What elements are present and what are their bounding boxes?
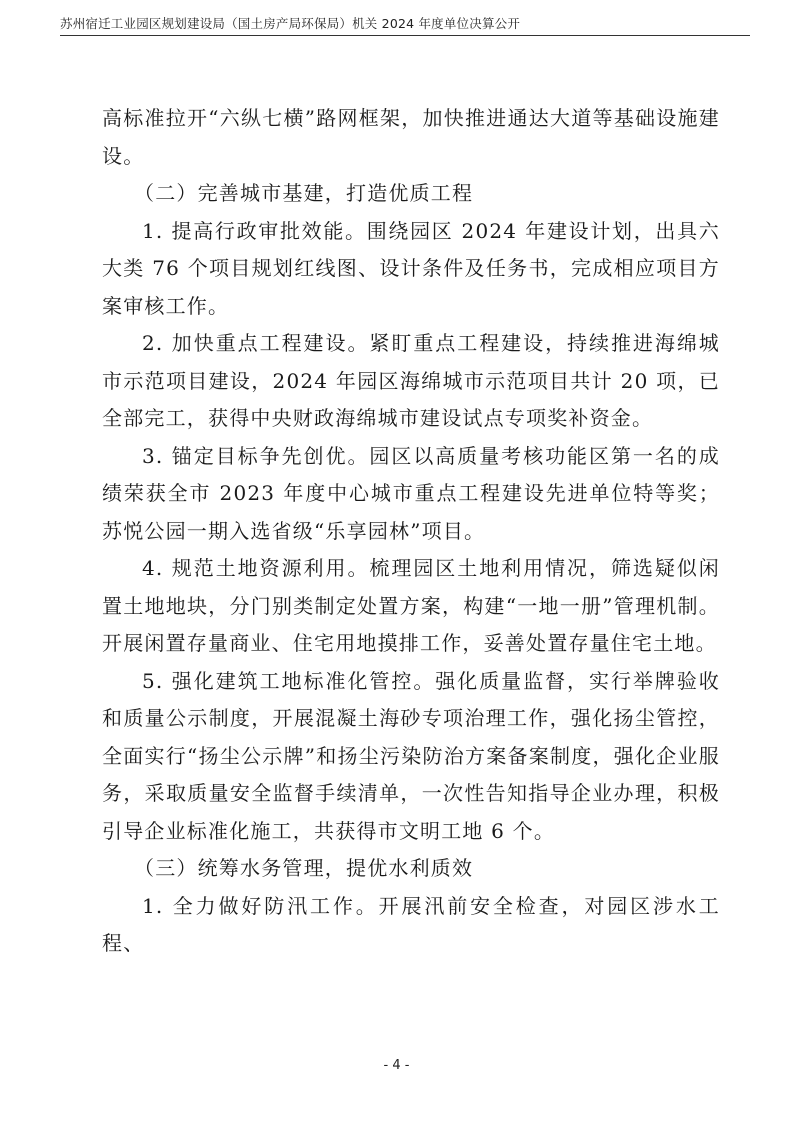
paragraph-item-2: 2. 加快重点工程建设。紧盯重点工程建设，持续推进海绵城市示范项目建设，2024 年园区海绵城市示范项目共计 20 项，已全部完工，获得中央财政海绵城市建设试点专项奖补资金。 — [102, 331, 720, 430]
paragraph-item-1: 1. 提高行政审批效能。围绕园区 2024 年建设计划，出具六大类 76 个项目规划红线图、设计条件及任务书，完成相应项目方案审核工作。 — [102, 218, 720, 318]
paragraph-continuation: 高标准拉开“六纵七横”路网框架，加快推进通达大道等基础设施建设。 — [102, 106, 720, 168]
section-heading-2: （二）完善城市基建，打造优质工程 — [134, 181, 474, 205]
paragraph-item-6: 1. 全力做好防汛工作。开展汛前安全检查，对园区涉水工程、 — [102, 893, 720, 955]
paragraph-item-4: 4. 规范土地资源利用。梳理园区土地利用情况，筛选疑似闲置土地地块，分门别类制定处置方案，构建“一地一册”管理机制。开展闲置存量商业、住宅用地摸排工作，妥善处置存量住宅土地。 — [102, 556, 720, 655]
paragraph-item-5: 5. 强化建筑工地标准化管控。强化质量监督，实行举牌验收和质量公示制度，开展混凝土海砂专项治理工作，强化扬尘管控，全面实行“扬尘公示牌”和扬尘污染防治方案备案制度，强化企业服务，采取质量安全监督手续清单，一次性告知指导企业办理，积极引导企业标准化施工，共获得市文明工地 6 个。 — [102, 668, 720, 843]
page-number: - 4 - — [383, 1058, 410, 1073]
document-header: 苏州宿迁工业园区规划建设局（国土房产局环保局）机关 2024 年度单位决算公开 — [60, 16, 521, 31]
document-body — [102, 100, 720, 963]
paragraph-item-3: 3. 锚定目标争先创优。园区以高质量考核功能区第一名的成绩荣获全市 2023 年度中心城市重点工程建设先进单位特等奖；苏悦公园一期入选省级“乐享园林”项目。 — [102, 443, 720, 543]
header-divider — [60, 35, 750, 36]
section-heading-3: （三）统筹水务管理，提优水利质效 — [134, 856, 474, 880]
